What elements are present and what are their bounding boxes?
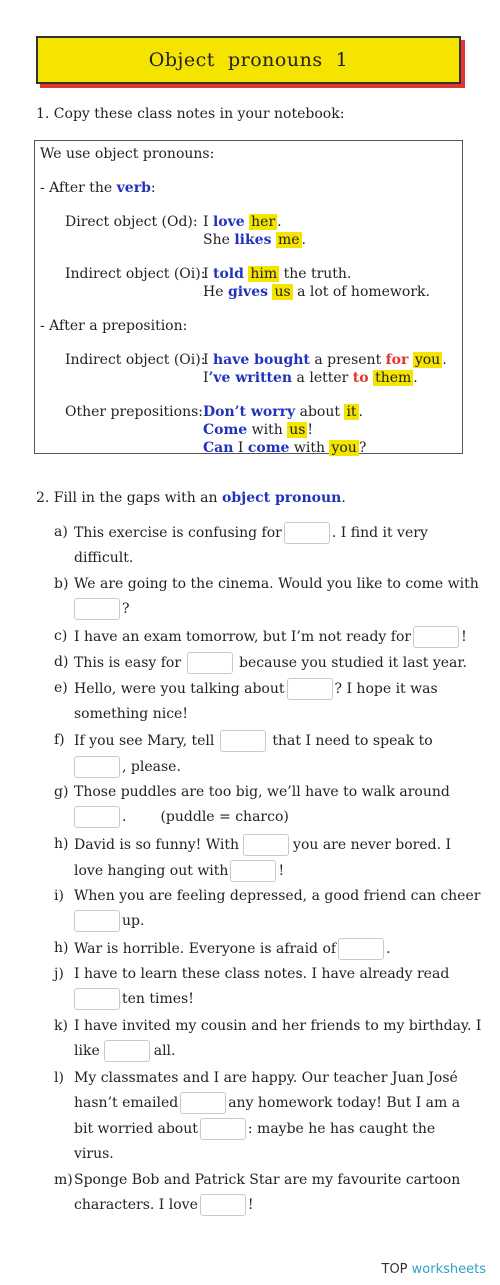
item-m-letter: m) (54, 1172, 73, 1188)
item-k-letter: k) (54, 1018, 68, 1034)
gap-c[interactable] (413, 626, 459, 648)
direct-object-label: Direct object (Od): (65, 214, 198, 230)
indirect-object-label-2: Indirect object (Oi): (65, 352, 206, 368)
gap-e[interactable] (287, 678, 333, 700)
item-l-line-2: hasn’t emailed any homework today! But I am a (74, 1092, 460, 1114)
gap-d[interactable] (187, 652, 233, 674)
question-2-label: 2. Fill in the gaps with an object pronoun. (36, 490, 346, 506)
oi-example-1: I told him the truth. (203, 266, 352, 282)
item-b-line-1: We are going to the cinema. Would you like to come with (74, 576, 479, 592)
question-1-label: 1. Copy these class notes in your notebook: (36, 106, 345, 122)
gap-h2[interactable] (230, 860, 276, 882)
oi-example-4: I’ve written a letter to them . (203, 370, 418, 386)
item-j-line-2: ten times! (74, 988, 194, 1010)
item-e-line-2: something nice! (74, 706, 188, 722)
od-example-1: I love her . (203, 214, 282, 230)
logo-worksheets-text: worksheets (411, 1262, 486, 1277)
od-example-2: She likes me . (203, 232, 306, 248)
item-a-line-2: difficult. (74, 550, 134, 566)
item-b-line-2: ? (74, 598, 130, 620)
logo-top-text: TOP (381, 1262, 408, 1277)
other-prepositions-label: Other prepositions: (65, 404, 203, 420)
item-d-line: This is easy for because you studied it last year. (74, 652, 467, 674)
notes-intro: We use object pronouns: (40, 146, 215, 162)
item-g-line-1: Those puddles are too big, we’ll have to walk around (74, 784, 450, 800)
item-e-letter: e) (54, 680, 68, 696)
item-c-letter: c) (54, 628, 68, 644)
worksheet-title (36, 36, 461, 84)
after-verb-heading: - After the verb: (40, 180, 156, 196)
indirect-object-label: Indirect object (Oi): (65, 266, 206, 282)
oi-example-2: He gives us a lot of homework. (203, 284, 430, 300)
gap-m[interactable] (200, 1194, 246, 1216)
item-g-letter: g) (54, 784, 69, 800)
item-k-line-1: I have invited my cousin and her friends to my birthday. I (74, 1018, 482, 1034)
item-l-line-4: virus. (74, 1146, 114, 1162)
item-h2-letter: h) (54, 940, 69, 956)
item-j-line-1: I have to learn these class notes. I have already read (74, 966, 450, 982)
item-j-letter: j) (54, 966, 64, 982)
after-preposition-heading: - After a preposition: (40, 318, 188, 334)
gap-h1[interactable] (243, 834, 289, 856)
class-notes-box (34, 140, 463, 454)
item-c-line: I have an exam tomorrow, but I’m not ready for ! (74, 626, 467, 648)
gap-l2[interactable] (200, 1118, 246, 1140)
op-example-3: Can I come with you ? (203, 440, 367, 456)
item-b-letter: b) (54, 576, 69, 592)
gap-f1[interactable] (220, 730, 266, 752)
item-h-letter: h) (54, 836, 69, 852)
item-i-letter: i) (54, 888, 64, 904)
item-m-line-2: characters. I love ! (74, 1194, 254, 1216)
item-e-line-1: Hello, were you talking about ? I hope it was (74, 678, 438, 700)
item-f-line-1: If you see Mary, tell that I need to speak to (74, 730, 433, 752)
gap-a[interactable] (284, 522, 330, 544)
title-text: Object pronouns 1 (148, 49, 349, 71)
topworksheets-logo (382, 1262, 487, 1277)
gap-j[interactable] (74, 988, 120, 1010)
item-l-line-3: bit worried about : maybe he has caught the (74, 1118, 435, 1140)
gap-k[interactable] (104, 1040, 150, 1062)
gap-i[interactable] (74, 910, 120, 932)
gap-l1[interactable] (180, 1092, 226, 1114)
item-h2-line: War is horrible. Everyone is afraid of . (74, 938, 391, 960)
item-l-letter: l) (54, 1070, 64, 1086)
item-m-line-1: Sponge Bob and Patrick Star are my favourite cartoon (74, 1172, 461, 1188)
gap-b[interactable] (74, 598, 120, 620)
item-h-line-2: love hanging out with ! (74, 860, 284, 882)
gap-g[interactable] (74, 806, 120, 828)
item-a-line-1: This exercise is confusing for . I find it very (74, 522, 428, 544)
item-f-line-2: , please. (74, 756, 181, 778)
item-a-letter: a) (54, 524, 68, 540)
gap-f2[interactable] (74, 756, 120, 778)
item-f-letter: f) (54, 732, 65, 748)
item-k-line-2: like all. (74, 1040, 176, 1062)
op-example-2: Come with us ! (203, 422, 314, 438)
item-l-line-1: My classmates and I are happy. Our teacher Juan José (74, 1070, 458, 1086)
item-i-line-1: When you are feeling depressed, a good friend can cheer (74, 888, 481, 904)
item-h-line-1: David is so funny! With you are never bored. I (74, 834, 451, 856)
oi-example-3: I have bought a present for you . (203, 352, 447, 368)
item-g-line-2: . (puddle = charco) (74, 806, 289, 828)
gap-hh[interactable] (338, 938, 384, 960)
op-example-1: Don’t worry about it . (203, 404, 363, 420)
item-d-letter: d) (54, 654, 69, 670)
item-i-line-2: up. (74, 910, 144, 932)
